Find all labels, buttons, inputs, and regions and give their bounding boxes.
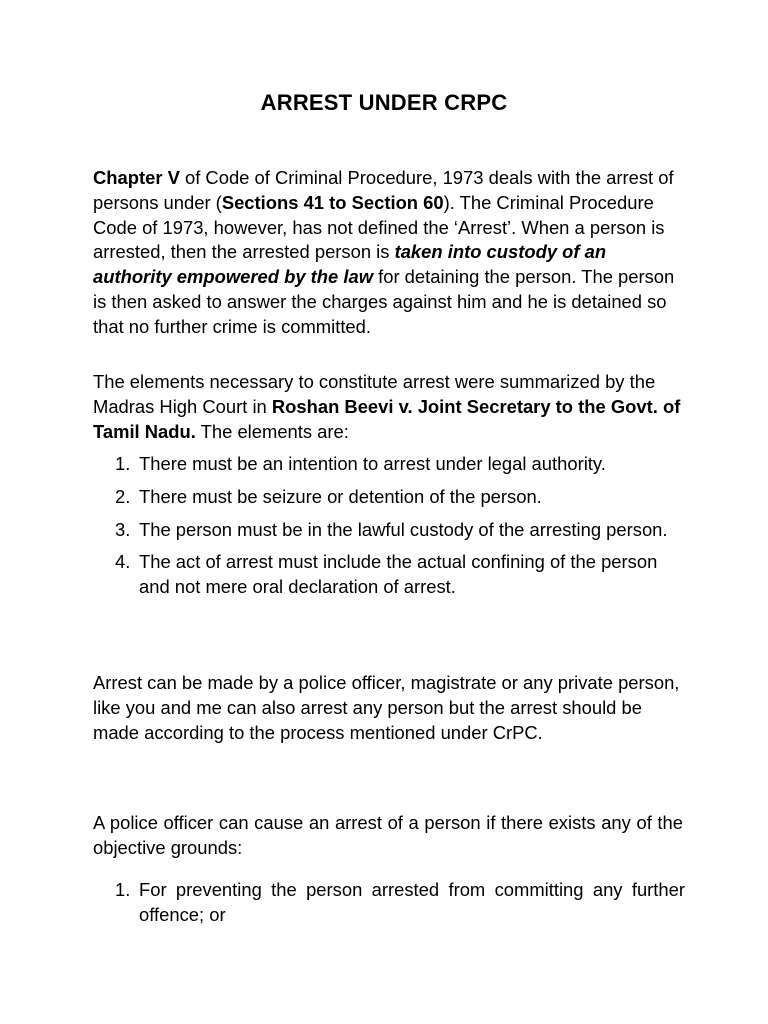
list-number: 2. [115, 485, 131, 507]
paragraph-text: ). The Criminal Procedure Code of 1973, however, has not defined the ‘Arrest’. When a person is arrested, then the arrested person is [93, 191, 665, 263]
list-item [115, 518, 685, 543]
list-number: 3. [115, 518, 131, 540]
grounds-list [115, 878, 685, 928]
list-number: 1. [115, 453, 131, 474]
list-number: 1. [115, 879, 131, 900]
list-item [115, 452, 685, 477]
chapter-reference: Chapter V [93, 167, 180, 188]
page-title: ARREST UNDER CRPC [260, 90, 508, 115]
list-item [115, 878, 685, 928]
paragraph-text: The elements are: [195, 420, 349, 442]
list-item-text: There must be an intention to arrest under legal authority. [139, 453, 606, 474]
paragraph-text: for detaining the person. The person is then asked to answer the charges against him and he is detained so that no further crime is committed. [93, 266, 675, 337]
sections-reference: Sections 41 to Section 60 [221, 191, 444, 213]
paragraph-elements-intro [93, 370, 683, 444]
list-item [115, 485, 685, 510]
custody-emphasis: taken into custody of an authority empowered by the law [93, 241, 607, 288]
list-item-text: The person must be in the lawful custody of the arresting person. [139, 518, 668, 540]
list-item-text: The act of arrest must include the actual confining of the person and not mere oral declaration of arrest. [139, 551, 658, 598]
paragraph-text: of Code of Criminal Procedure, 1973 deals with the arrest of persons under ( [93, 167, 674, 213]
list-item-text: There must be seizure or detention of the person. [139, 485, 542, 507]
case-citation: Roshan Beevi v. Joint Secretary to the Govt. of Tamil Nadu. [93, 395, 681, 442]
paragraph-text: Arrest can be made by a police officer, magistrate or any private person, like you and me can also arrest any person but the arrest should be made according to the process mentioned under CrPC. [93, 672, 680, 743]
list-item-text: For preventing the person arrested from committing any further offence; or [139, 879, 685, 925]
paragraph-text: A police officer can cause an arrest of a person if there exists any of the objective grounds: [93, 812, 683, 858]
paragraph-who-can-arrest [93, 671, 683, 745]
paragraph-objective-grounds [93, 811, 683, 861]
list-number: 4. [115, 551, 131, 573]
paragraph-text: The elements necessary to constitute arrest were summarized by the Madras High Court in [93, 371, 656, 417]
elements-list [115, 452, 685, 600]
list-item [115, 550, 685, 600]
paragraph-chapter-v [93, 166, 683, 340]
